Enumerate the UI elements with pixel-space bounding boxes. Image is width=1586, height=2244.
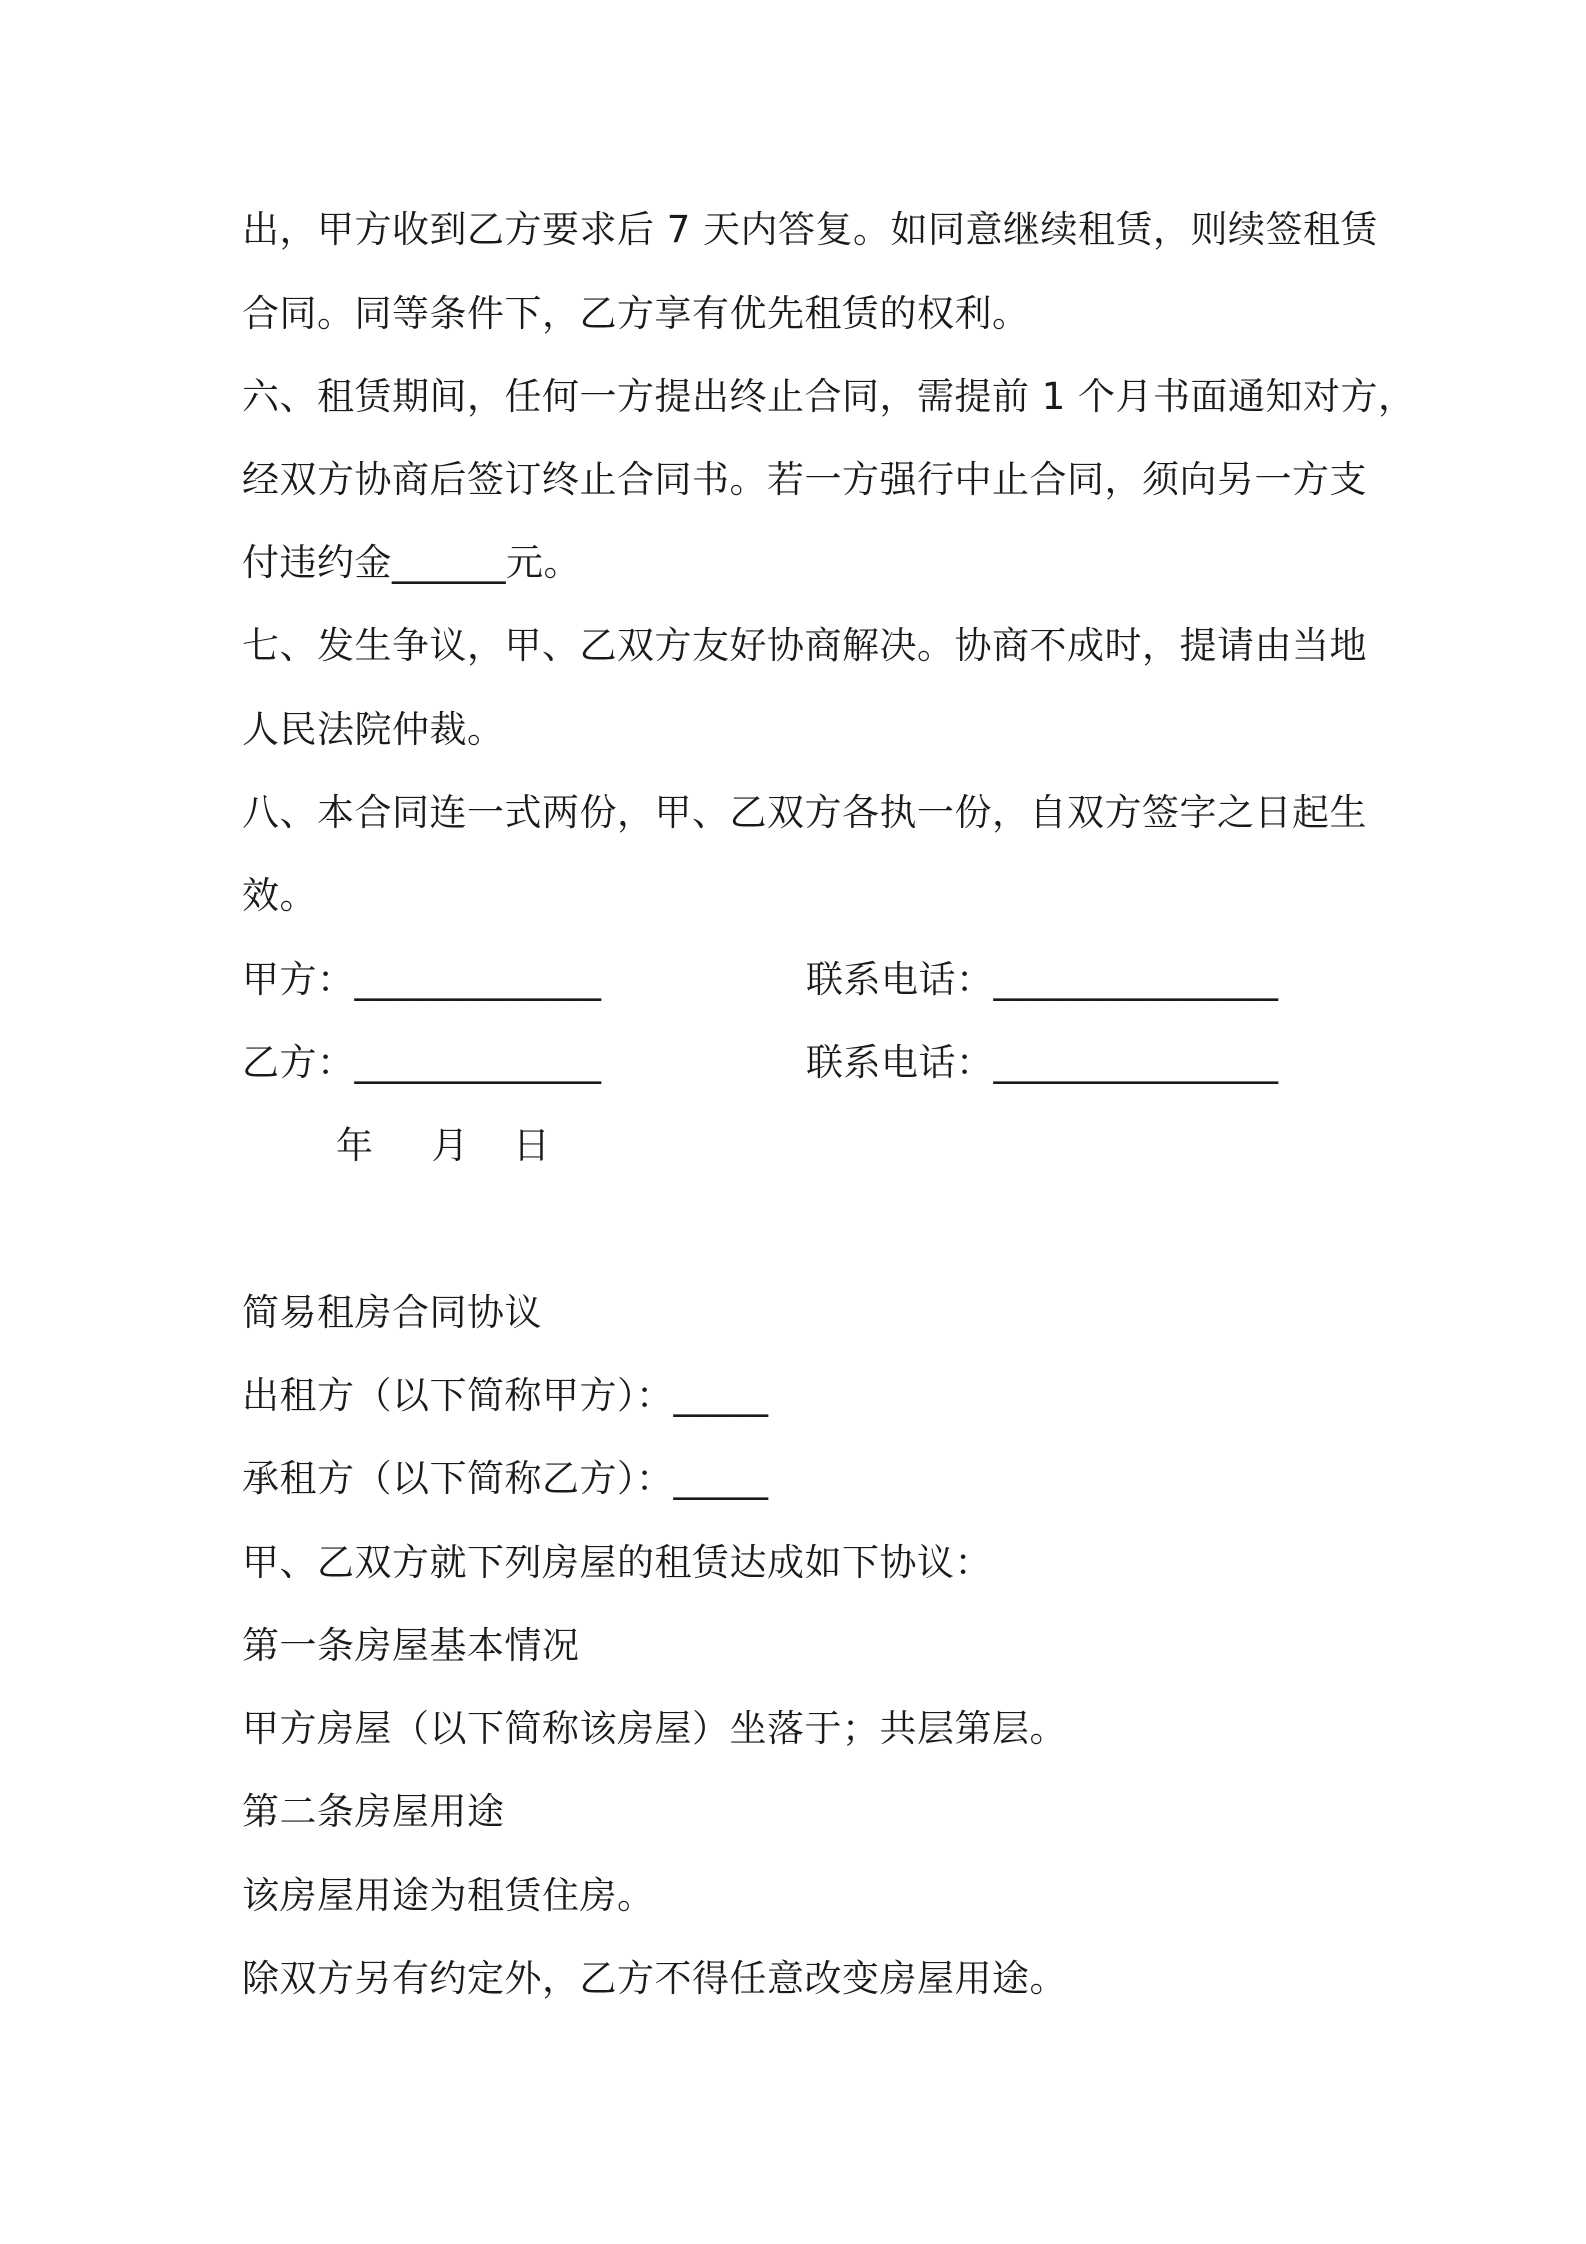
party-b-phone: 联系电话：_______________ [806,1041,1279,1084]
agreement-intro: 甲、乙双方就下列房屋的租赁达成如下协议： [242,1541,992,1584]
article-two-heading: 第二条房屋用途 [242,1790,505,1833]
party-a-phone: 联系电话：_______________ [806,958,1279,1001]
paragraph-line: 经双方协商后签订终止合同书。若一方强行中止合同，须向另一方支 [242,458,1367,501]
date-day: 日 [513,1124,551,1167]
second-contract-title: 简易租房合同协议 [242,1291,542,1334]
date-year: 年 [336,1124,374,1167]
clause-eight: 八、本合同连一式两份，甲、乙双方各执一份，自双方签字之日起生 [242,791,1367,834]
article-one-heading: 第一条房屋基本情况 [242,1624,580,1667]
lessor-line: 出租方（以下简称甲方）：_____ [242,1374,769,1417]
paragraph-line: 出，甲方收到乙方要求后 7 天内答复。如同意继续租赁，则续签租赁 [242,208,1379,251]
paragraph-line: 效。 [242,874,317,917]
article-one-text: 甲方房屋（以下简称该房屋）坐落于；共层第层。 [242,1707,1067,1750]
article-two-text: 该房屋用途为租赁住房。 [242,1874,655,1917]
clause-six: 六、租赁期间，任何一方提出终止合同，需提前 1 个月书面通知对方， [242,375,1416,418]
date-month: 月 [431,1124,469,1167]
lessee-line: 承租方（以下简称乙方）：_____ [242,1457,769,1500]
article-two-text: 除双方另有约定外，乙方不得任意改变房屋用途。 [242,1957,1067,2000]
clause-seven: 七、发生争议，甲、乙双方友好协商解决。协商不成时，提请由当地 [242,624,1367,667]
paragraph-line: 付违约金______元。 [242,541,581,584]
paragraph-line: 合同。同等条件下，乙方享有优先租赁的权利。 [242,292,1030,335]
party-b-signature: 乙方：_____________ [242,1041,602,1084]
paragraph-line: 人民法院仲裁。 [242,708,505,751]
party-a-signature: 甲方：_____________ [242,958,602,1001]
signing-date [336,1121,551,1171]
